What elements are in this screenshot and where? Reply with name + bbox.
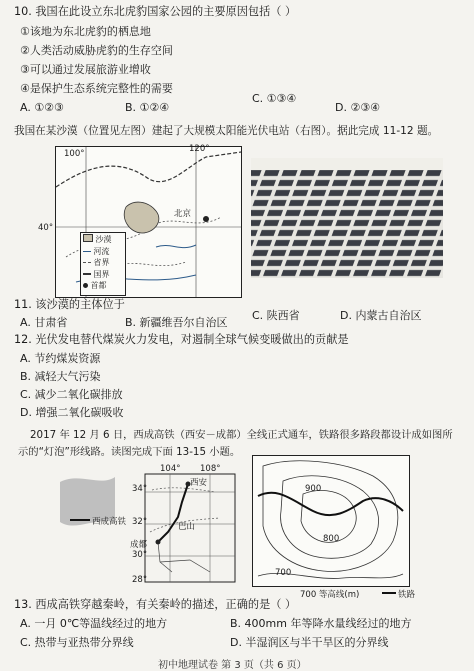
q12-option-a: A. 节约煤炭资源 (20, 352, 101, 365)
solar-plant-photo (251, 158, 443, 278)
q10-stem: 10. 我国在此设立东北虎豹国家公园的主要原因包括（ ） (14, 5, 297, 18)
map1-lon-120: 120° (189, 144, 210, 154)
q10-option-b: B. ①②④ (125, 101, 170, 114)
map2-mountain-bashan: 巴山 (178, 522, 196, 532)
map2-legend-railway: 西成高铁 (92, 517, 127, 527)
legend-capital: 首都 (90, 281, 107, 290)
page-footer: 初中地理试卷 第 3 页（共 6 页） (158, 660, 307, 671)
railway-legend-line (382, 592, 396, 594)
intro-13-15-line1: 2017 年 12 月 6 日，西成高铁（西安－成都）全线正式通车，铁路很多路段都设计成如图所 (30, 429, 453, 441)
q10-item-3: ③可以通过发展旅游业增收 (20, 63, 151, 76)
q10-item-2: ②人类活动威胁虎豹的生存空间 (20, 44, 173, 57)
q11-option-a: A. 甘肃省 (20, 316, 68, 329)
contour-legend-isoline: 700 等高线(m) (300, 590, 360, 600)
map1-city-beijing: 北京 (174, 209, 192, 219)
q12-option-d: D. 增强二氧化碳吸收 (20, 406, 124, 419)
q13-stem: 13. 西成高铁穿越秦岭，有关秦岭的描述，正确的是（ ） (14, 598, 297, 611)
q13-option-b: B. 400mm 年等降水量线经过的地方 (230, 617, 412, 630)
map1-lat-40: 40° (38, 223, 54, 233)
map2-lon-108: 108° (200, 464, 221, 474)
legend-national-border: 国界 (93, 269, 110, 279)
q13-option-d: D. 半湿润区与半干旱区的分界线 (230, 636, 389, 649)
map2-lat-34: 34° (132, 484, 148, 494)
map2-lon-104: 104° (160, 464, 181, 474)
legend-desert: 沙漠 (95, 235, 112, 244)
contour-label-800: 800 (323, 534, 340, 544)
map2-lat-28: 28° (132, 575, 148, 585)
q10-option-a: A. ①②③ (20, 101, 64, 114)
q10-option-c: C. ①③④ (252, 92, 297, 105)
q13-option-a: A. 一月 0℃等温线经过的地方 (20, 617, 168, 630)
contour-label-700: 700 (275, 568, 292, 578)
legend-river: 河流 (93, 246, 110, 256)
q12-option-b: B. 减轻大气污染 (20, 370, 101, 383)
map1-lon-100: 100° (64, 149, 85, 159)
q10-item-1: ①该地为东北虎豹的栖息地 (20, 25, 151, 38)
q11-stem: 11. 该沙漠的主体位于 (14, 298, 125, 311)
map2-city-xian: 西安 (190, 478, 208, 488)
q13-option-c: C. 热带与亚热带分界线 (20, 636, 134, 649)
railway-location-map (60, 462, 240, 587)
map2-lat-32: 32° (132, 517, 148, 527)
contour-label-900: 900 (305, 484, 322, 494)
contour-map (252, 455, 410, 587)
desert-location-map (38, 144, 242, 298)
intro-13-15-line2: 示的“灯泡”形线路。读图完成下面 13-15 小题。 (18, 446, 241, 458)
q11-option-b: B. 新疆维吾尔自治区 (125, 316, 228, 329)
q12-option-c: C. 减少二氧化碳排放 (20, 388, 123, 401)
q10-option-d: D. ②③④ (335, 101, 381, 114)
q11-option-c: C. 陕西省 (252, 309, 300, 322)
map2-lat-30: 30° (132, 550, 148, 560)
q10-item-4: ④是保护生态系统完整性的需要 (20, 82, 173, 95)
q11-option-d: D. 内蒙古自治区 (340, 309, 422, 322)
q12-stem: 12. 光伏发电替代煤炭火力发电，对遏制全球气候变暖做出的贡献是 (14, 333, 349, 346)
legend-province-border: 省界 (93, 258, 110, 267)
intro-11-12: 我国在某沙漠（位置见左图）建起了大规模太阳能光伏电站（右图）。据此完成 11-12 题。 (14, 125, 439, 137)
map2-city-chengdu: 成都 (130, 540, 148, 550)
map1-legend (80, 232, 126, 296)
contour-legend-railway: 铁路 (398, 590, 416, 600)
